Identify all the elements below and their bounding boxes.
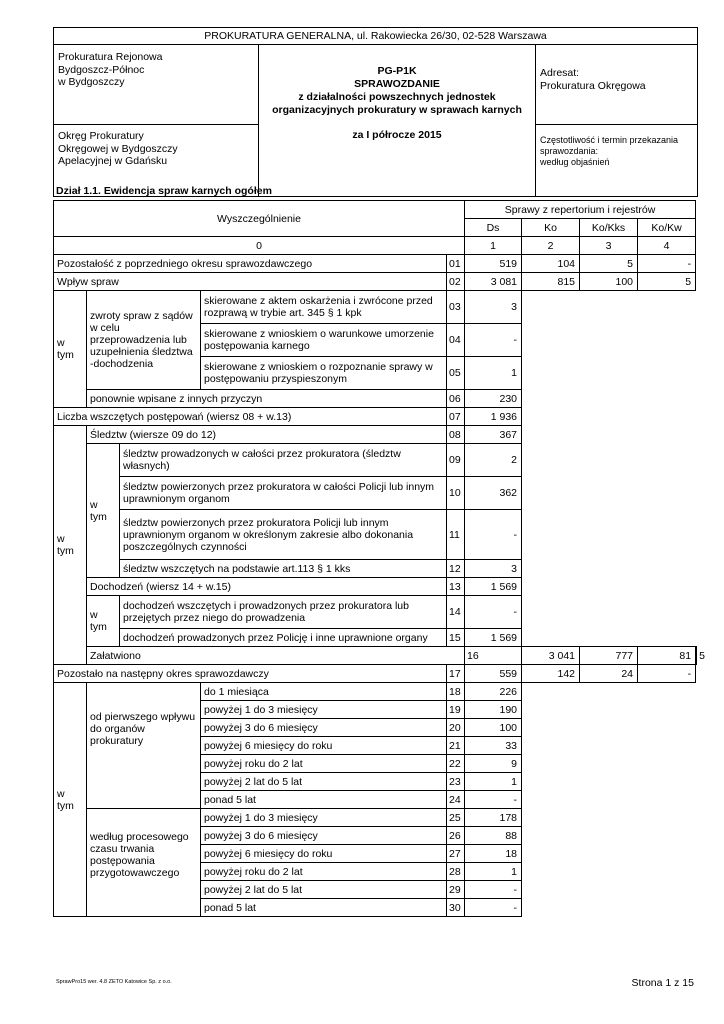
value-ds: 1 bbox=[465, 773, 522, 791]
row-label: skierowane z wnioskiem o rozpoznanie sprawy w postępowaniu przyspieszonym bbox=[201, 357, 447, 390]
row-number: 03 bbox=[447, 291, 465, 324]
reporting-unit-line: Bydgoszcz-Północ bbox=[58, 63, 145, 76]
row-label: śledztw powierzonych przez prokuratora Policji lub innym uprawnionym organom w określonym zakresie albo dokonania poszczególnych czynności bbox=[120, 510, 447, 560]
value-ds: 1 bbox=[465, 357, 522, 390]
row-number: 17 bbox=[447, 665, 465, 683]
reporting-unit bbox=[54, 45, 259, 125]
row-label: powyżej 6 miesięcy do roku bbox=[201, 845, 447, 863]
frequency-line: według objaśnień bbox=[540, 157, 610, 167]
row-number: 10 bbox=[447, 477, 465, 510]
group-label-wtym: w tym bbox=[87, 596, 120, 647]
case-register-table bbox=[53, 200, 705, 917]
table-row bbox=[54, 510, 697, 560]
group-label-wtym: w tym bbox=[54, 683, 87, 917]
row-number: 27 bbox=[447, 845, 465, 863]
row-number: 26 bbox=[447, 827, 465, 845]
value-ds: 3 bbox=[465, 560, 522, 578]
reporting-unit-line: w Bydgoszczy bbox=[58, 76, 125, 88]
table-row bbox=[54, 291, 697, 324]
addressee-block bbox=[536, 45, 698, 125]
row-label: powyżej roku do 2 lat bbox=[201, 755, 447, 773]
row-label: powyżej 1 do 3 miesięcy bbox=[201, 809, 447, 827]
value-ds: 3 081 bbox=[465, 273, 522, 291]
frequency-block bbox=[536, 125, 698, 197]
row-label: do 1 miesiąca bbox=[201, 683, 447, 701]
table-row bbox=[54, 273, 697, 291]
row-number: 12 bbox=[447, 560, 465, 578]
row-number: 23 bbox=[447, 773, 465, 791]
row-label: Śledztw (wiersze 09 do 12) bbox=[87, 426, 447, 444]
value-ko: 815 bbox=[522, 273, 580, 291]
value-ds: 3 041 bbox=[522, 647, 580, 665]
value-ds: 559 bbox=[465, 665, 522, 683]
row-label: Dochodzeń (wiersz 14 + w.15) bbox=[87, 578, 447, 596]
row-number: 18 bbox=[447, 683, 465, 701]
value-ds: 519 bbox=[465, 255, 522, 273]
value-ds: 33 bbox=[465, 737, 522, 755]
table-row bbox=[54, 578, 697, 596]
value-ds: - bbox=[465, 596, 522, 629]
group-label-procedural-time: według procesowego czasu trwania postępowania przygotowawczego bbox=[87, 809, 201, 917]
row-label: dochodzeń prowadzonych przez Policję i inne uprawnione organy bbox=[120, 629, 447, 647]
group-label-wtym: w tym bbox=[87, 444, 120, 578]
value-ds: 2 bbox=[465, 444, 522, 477]
value-ko: 777 bbox=[580, 647, 638, 665]
table-row bbox=[54, 390, 697, 408]
row-label: Liczba wszczętych postępowań (wiersz 08 + w.13) bbox=[54, 408, 447, 426]
addressee-label: Adresat: bbox=[540, 67, 580, 79]
index-cell: 2 bbox=[522, 237, 580, 255]
section-title: Dział 1.1. Ewidencja spraw karnych ogółem bbox=[56, 185, 272, 197]
row-number: 24 bbox=[447, 791, 465, 809]
col-header-ds: Ds bbox=[465, 219, 522, 237]
group-label-zwroty: zwroty spraw z sądów w celu przeprowadzenia lub uzupełnienia śledztwa -dochodzenia bbox=[87, 291, 201, 390]
row-label: Wpływ spraw bbox=[54, 273, 447, 291]
row-label: powyżej 3 do 6 miesięcy bbox=[201, 827, 447, 845]
value-ds: - bbox=[465, 899, 522, 917]
form-description: organizacyjnych prokuratury w sprawach karnych bbox=[272, 104, 522, 116]
row-number: 22 bbox=[447, 755, 465, 773]
value-ko: 142 bbox=[522, 665, 580, 683]
row-label: powyżej 2 lat do 5 lat bbox=[201, 881, 447, 899]
row-number: 01 bbox=[447, 255, 465, 273]
row-number: 19 bbox=[447, 701, 465, 719]
row-label: Załatwiono bbox=[87, 647, 465, 665]
value-ds: 18 bbox=[465, 845, 522, 863]
value-ds: 1 569 bbox=[465, 629, 522, 647]
col-header-ko: Ko bbox=[522, 219, 580, 237]
row-number: 08 bbox=[447, 426, 465, 444]
form-code: PG-P1K bbox=[377, 65, 417, 77]
row-label: śledztw prowadzonych w całości przez prokuratora (śledztw własnych) bbox=[120, 444, 447, 477]
row-label: skierowane z wnioskiem o warunkowe umorzenie postępowania karnego bbox=[201, 324, 447, 357]
row-label: powyżej 3 do 6 miesięcy bbox=[201, 719, 447, 737]
col-header-kokw: Ko/Kw bbox=[638, 219, 696, 237]
value-kokw: 5 bbox=[699, 649, 705, 662]
row-label: powyżej roku do 2 lat bbox=[201, 863, 447, 881]
table-row bbox=[54, 408, 697, 426]
addressee: Prokuratura Okręgowa bbox=[540, 79, 646, 92]
value-ds: 9 bbox=[465, 755, 522, 773]
index-cell: 0 bbox=[54, 237, 465, 255]
row-number: 15 bbox=[447, 629, 465, 647]
group-label-wtym: w tym bbox=[54, 426, 87, 665]
value-kokw: - bbox=[638, 255, 696, 273]
institution-header: PROKURATURA GENERALNA, ul. Rakowiecka 26/30, 02-528 Warszawa bbox=[54, 28, 698, 45]
row-label: śledztw powierzonych przez prokuratora w całości Policji lub innym uprawnionym organom bbox=[120, 477, 447, 510]
form-header bbox=[53, 27, 698, 197]
row-number: 21 bbox=[447, 737, 465, 755]
table-row bbox=[54, 426, 697, 444]
row-label: ponownie wpisane z innych przyczyn bbox=[87, 390, 447, 408]
district-line: Okręgowej w Bydgoszczy bbox=[58, 142, 178, 155]
table-row bbox=[54, 683, 697, 701]
row-label: Pozostało na następny okres sprawozdawczy bbox=[54, 665, 447, 683]
row-number: 14 bbox=[447, 596, 465, 629]
col-header-description: Wyszczególnienie bbox=[54, 201, 465, 237]
district-line: Okręg Prokuratury bbox=[58, 130, 144, 142]
row-number: 25 bbox=[447, 809, 465, 827]
table-row bbox=[54, 809, 697, 827]
page-number: Strona 1 z 15 bbox=[631, 977, 694, 989]
value-ds: 226 bbox=[465, 683, 522, 701]
col-header-kokks: Ko/Kks bbox=[580, 219, 638, 237]
row-number: 05 bbox=[447, 357, 465, 390]
row-label: ponad 5 lat bbox=[201, 899, 447, 917]
row-number: 16 bbox=[465, 647, 522, 665]
value-ds: - bbox=[465, 324, 522, 357]
value-kokks: 100 bbox=[580, 273, 638, 291]
value-ds: 230 bbox=[465, 390, 522, 408]
value-kokw: 5 bbox=[638, 273, 696, 291]
group-label-first-intake: od pierwszego wpływu do organów prokuratury bbox=[87, 683, 201, 809]
row-label: dochodzeń wszczętych i prowadzonych przez prokuratora lub przejętych przez niego do prowadzenia bbox=[120, 596, 447, 629]
row-number: 04 bbox=[447, 324, 465, 357]
index-cell: 4 bbox=[638, 237, 696, 255]
value-ds: 362 bbox=[465, 477, 522, 510]
value-ds: 1 bbox=[465, 863, 522, 881]
col-group-header: Sprawy z repertorium i rejestrów bbox=[465, 201, 696, 219]
row-label: ponad 5 lat bbox=[201, 791, 447, 809]
value-kokks: 81 bbox=[638, 647, 696, 665]
group-label-wtym: w tym bbox=[54, 291, 87, 408]
form-title-block bbox=[259, 45, 536, 197]
table-row bbox=[54, 596, 697, 629]
row-label: powyżej 1 do 3 miesięcy bbox=[201, 701, 447, 719]
row-number: 20 bbox=[447, 719, 465, 737]
row-number: 29 bbox=[447, 881, 465, 899]
index-cell: 1 bbox=[465, 237, 522, 255]
value-kokw: - bbox=[638, 665, 696, 683]
software-footer: SprawPro15 wer. 4.8 ZETO Katowice Sp. z o.o. bbox=[56, 979, 172, 985]
row-label: powyżej 2 lat do 5 lat bbox=[201, 773, 447, 791]
district-line: Apelacyjnej w Gdańsku bbox=[58, 155, 168, 167]
row-number: 28 bbox=[447, 863, 465, 881]
report-period: za I półrocze 2015 bbox=[352, 129, 442, 141]
value-kokks: 24 bbox=[580, 665, 638, 683]
reporting-unit-line: Prokuratura Rejonowa bbox=[58, 51, 163, 63]
row-number: 30 bbox=[447, 899, 465, 917]
row-label: śledztw wszczętych na podstawie art.113 § 1 kks bbox=[120, 560, 447, 578]
form-description: z działalności powszechnych jednostek bbox=[298, 91, 496, 103]
value-kokks: 5 bbox=[580, 255, 638, 273]
index-cell: 3 bbox=[580, 237, 638, 255]
table-row bbox=[54, 629, 697, 647]
row-number: 09 bbox=[447, 444, 465, 477]
value-ko: 104 bbox=[522, 255, 580, 273]
value-ds: 3 bbox=[465, 291, 522, 324]
value-ds: - bbox=[465, 510, 522, 560]
frequency-line: sprawozdania: bbox=[540, 146, 599, 156]
value-ds: 1 936 bbox=[465, 408, 522, 426]
frequency-line: Częstotliwość i termin przekazania bbox=[540, 135, 679, 145]
row-number: 06 bbox=[447, 390, 465, 408]
table-row bbox=[54, 647, 697, 665]
row-label: skierowane z aktem oskarżenia i zwrócone przed rozprawą w trybie art. 345 § 1 kpk bbox=[201, 291, 447, 324]
value-ds: 100 bbox=[465, 719, 522, 737]
form-title: SPRAWOZDANIE bbox=[354, 78, 440, 90]
table-row bbox=[54, 560, 697, 578]
value-ds: 367 bbox=[465, 426, 522, 444]
table-row bbox=[54, 444, 697, 477]
table-row bbox=[54, 255, 697, 273]
value-ds: 178 bbox=[465, 809, 522, 827]
row-label: powyżej 6 miesięcy do roku bbox=[201, 737, 447, 755]
value-ds: 190 bbox=[465, 701, 522, 719]
row-number: 02 bbox=[447, 273, 465, 291]
value-ds: 1 569 bbox=[465, 578, 522, 596]
row-number: 07 bbox=[447, 408, 465, 426]
table-row bbox=[54, 665, 697, 683]
value-ds: 88 bbox=[465, 827, 522, 845]
row-number: 11 bbox=[447, 510, 465, 560]
row-number: 13 bbox=[447, 578, 465, 596]
row-label: Pozostałość z poprzedniego okresu sprawozdawczego bbox=[54, 255, 447, 273]
value-ds: - bbox=[465, 791, 522, 809]
table-row bbox=[54, 477, 697, 510]
value-ds: - bbox=[465, 881, 522, 899]
